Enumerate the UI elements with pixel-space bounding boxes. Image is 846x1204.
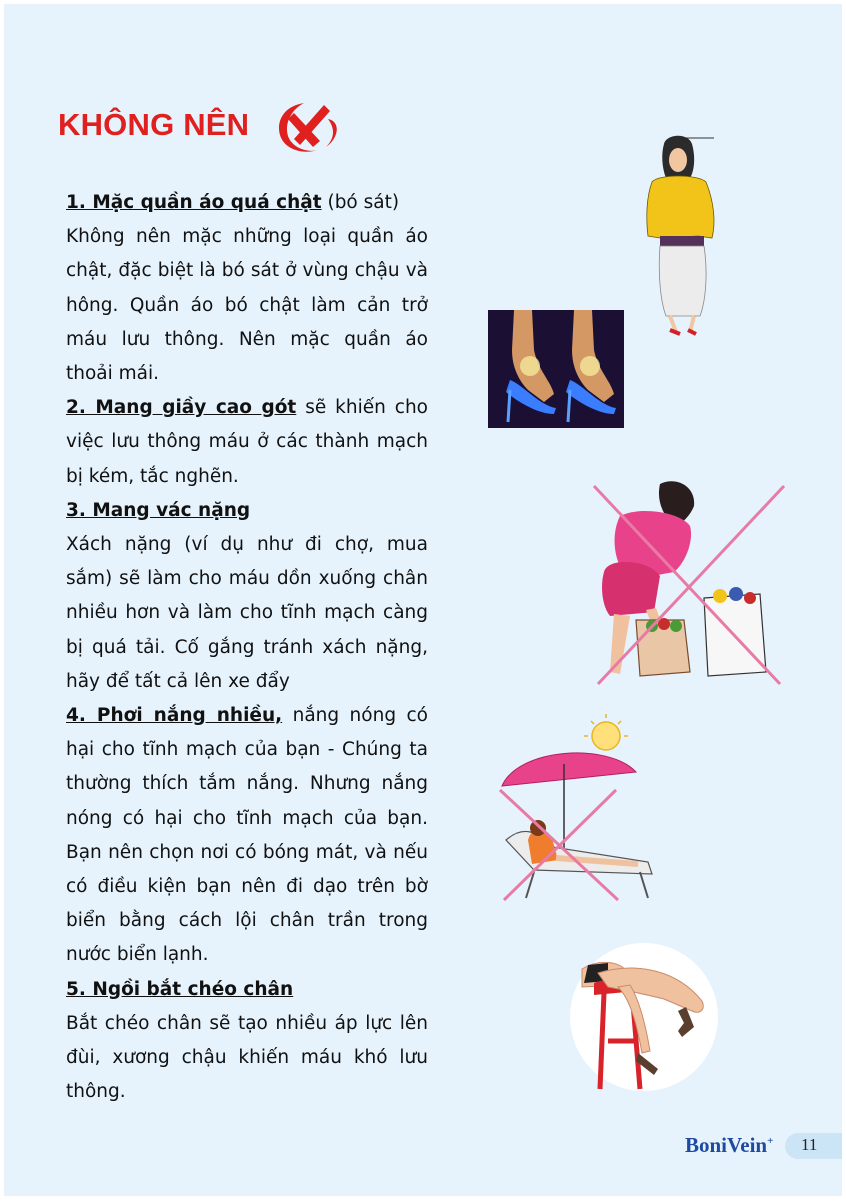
content-text [66, 186, 428, 1109]
item-3-body: Xách nặng (ví dụ như đi chợ, mua sắm) sẽ làm cho máu dồn xuống chân nhiều hơn và làm cho tĩnh mạch càng bị quá tải. Cố gắng tránh xách nặng, hãy để tất cả lên xe đẩy [66, 534, 428, 692]
crossed-legs-illustration [568, 941, 720, 1093]
item-4-paragraph [66, 699, 428, 973]
item-5-heading: 5. Ngồi bắt chéo chân [66, 978, 294, 1000]
sunbathing-illustration [498, 714, 662, 910]
item-4-heading: 4. Phơi nắng nhiều, [66, 705, 283, 727]
x-mark-icon [270, 97, 344, 159]
item-2-text: sẽ khiến cho việc lưu thông máu ở các thành mạch bị kém, tắc nghẽn. [66, 397, 429, 487]
carrying-heavy-bags-illustration [590, 476, 786, 688]
page-title: KHÔNG NÊN [58, 107, 250, 142]
page-number: 11 [801, 1135, 818, 1154]
item-2-heading: 2. Mang giầy cao gót [66, 397, 297, 419]
item-5-body: Bắt chéo chân sẽ tạo nhiều áp lực lên đùi, xương chậu khiến máu khó lưu thông. [66, 1012, 428, 1103]
item-5-heading-line [66, 973, 428, 1007]
item-1-heading-line [66, 186, 428, 220]
page [4, 4, 842, 1196]
item-1-heading-tail: (bó sát) [321, 192, 400, 213]
high-heels-xray-illustration [488, 310, 624, 428]
item-1-heading: 1. Mặc quần áo quá chật [66, 192, 322, 213]
item-4-text: nắng nóng có hại cho tĩnh mạch của bạn - Chúng ta thường thích tắm nắng. Nhưng nắng nóng có hại cho tĩnh mạch của bạn. Bạn nên chọn nơi có bóng mát, và nếu có điều kiện bạn nên đi dạo trên bờ biển bằng cách lội chân trần trong nước biển lạnh. [66, 705, 428, 966]
item-2-paragraph [66, 391, 428, 494]
woman-tight-clothes-illustration [636, 132, 726, 342]
item-1-body: Không nên mặc những loại quần áo chật, đặc biệt là bó sát ở vùng chậu và hông. Quần áo bó chật làm cản trở máu lưu thông. Nên mặc quần áo thoải mái. [66, 226, 428, 385]
brand-logo: BoniVein+ [685, 1133, 774, 1157]
item-3-heading: 3. Mang vác nặng [66, 499, 251, 521]
item-3-heading-line [66, 494, 428, 528]
